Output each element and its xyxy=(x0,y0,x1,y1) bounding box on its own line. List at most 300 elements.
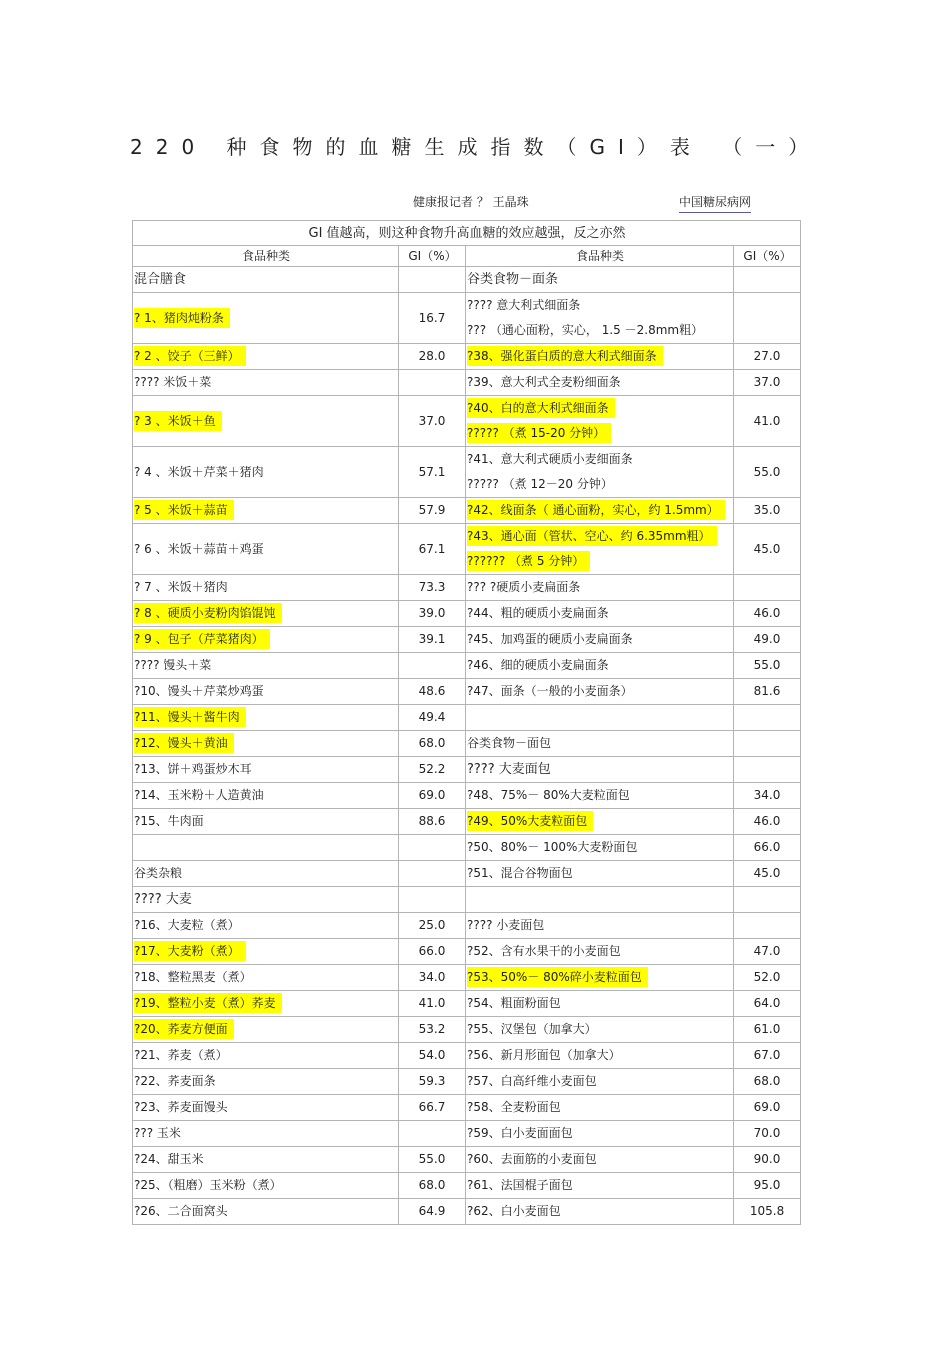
gi-value-cell xyxy=(399,1069,466,1095)
food-name-cell xyxy=(466,991,734,1017)
table-row xyxy=(133,524,801,575)
food-name-line xyxy=(467,293,733,318)
gi-value-cell xyxy=(399,575,466,601)
food-name-cell xyxy=(466,887,734,913)
gi-value-cell xyxy=(399,939,466,965)
gi-value-cell-text: 55.0 xyxy=(418,1152,446,1166)
gi-value-cell xyxy=(734,991,801,1017)
food-name-text: ?44、粗的硬质小麦扁面条 xyxy=(467,606,609,620)
gi-value-cell xyxy=(734,705,801,731)
food-name-text: ???? 小麦面包 xyxy=(467,918,545,932)
table-row xyxy=(133,835,801,861)
food-name-cell-text: ?26、二合面窝头 xyxy=(134,1204,228,1218)
food-name-cell xyxy=(133,731,399,757)
food-name-text: ?48、75%－ 80%大麦粒面包 xyxy=(467,788,630,802)
food-name-cell-text: ???? 馒头＋菜 xyxy=(134,658,212,672)
gi-value-cell xyxy=(399,1095,466,1121)
food-name-cell xyxy=(466,1043,734,1069)
food-name-text: ?56、新月形面包（加拿大） xyxy=(467,1048,621,1062)
food-name-cell xyxy=(466,835,734,861)
food-name-cell-text: ?16、大麦粒（煮） xyxy=(134,918,240,932)
gi-value-cell-text: 68.0 xyxy=(753,1074,781,1088)
food-name-text: ?46、细的硬质小麦扁面条 xyxy=(467,658,609,672)
gi-value-cell xyxy=(399,396,466,447)
food-name-cell-text: ? 3 、米饭＋鱼 xyxy=(134,411,222,431)
food-name-cell xyxy=(466,705,734,731)
gi-value-cell xyxy=(399,731,466,757)
food-name-cell-text: ? 4 、米饭＋芹菜＋猪肉 xyxy=(134,464,264,479)
gi-value-cell xyxy=(734,653,801,679)
food-name-cell xyxy=(133,861,399,887)
gi-value-cell xyxy=(734,1069,801,1095)
gi-value-cell xyxy=(399,757,466,783)
gi-value-cell xyxy=(734,1173,801,1199)
gi-value-cell xyxy=(734,396,801,447)
food-name-cell-text: 混合膳食 xyxy=(134,272,187,287)
gi-value-cell xyxy=(734,1199,801,1225)
gi-value-cell xyxy=(734,783,801,809)
food-name-cell xyxy=(133,267,399,293)
gi-value-cell xyxy=(734,913,801,939)
gi-value-cell xyxy=(399,887,466,913)
gi-value-cell xyxy=(734,887,801,913)
site-link[interactable]: 中国糖尿病网 xyxy=(679,193,751,213)
gi-value-cell-text: 61.0 xyxy=(753,1022,781,1036)
food-name-text: ?49、50%大麦粒面包 xyxy=(467,811,593,831)
food-name-cell xyxy=(466,1017,734,1043)
food-name-text: ?47、面条（一般的小麦面条） xyxy=(467,684,633,698)
food-name-cell-text: ?15、牛肉面 xyxy=(134,814,204,828)
table-row xyxy=(133,1199,801,1225)
gi-value-cell xyxy=(399,447,466,498)
food-name-text: ?52、含有水果干的小麦面包 xyxy=(467,944,621,958)
food-name-text: ?38、强化蛋白质的意大利式细面条 xyxy=(467,346,663,366)
gi-value-cell xyxy=(399,1017,466,1043)
table-row xyxy=(133,370,801,396)
food-name-cell xyxy=(133,1173,399,1199)
table-row xyxy=(133,601,801,627)
food-name-cell-text: ?14、玉米粉＋人造黄油 xyxy=(134,788,264,802)
table-row xyxy=(133,627,801,653)
food-name-cell xyxy=(133,809,399,835)
gi-value-cell-text: 52.0 xyxy=(753,970,781,984)
table-note: GI 值越高，则这种食物升高血糖的效应越强，反之亦然 xyxy=(133,221,801,246)
food-name-cell xyxy=(466,913,734,939)
food-name-text: ???? 意大利式细面条 xyxy=(467,298,581,312)
food-name-cell xyxy=(466,783,734,809)
gi-value-cell-text: 49.0 xyxy=(753,632,781,646)
food-name-cell xyxy=(133,396,399,447)
food-name-cell-text: ???? 大麦 xyxy=(134,892,192,907)
food-name-cell xyxy=(466,757,734,783)
gi-value-cell xyxy=(734,809,801,835)
food-name-cell xyxy=(466,1069,734,1095)
gi-value-cell xyxy=(734,1121,801,1147)
food-name-cell-text: ? 5 、米饭＋蒜苗 xyxy=(134,500,234,520)
food-name-cell-text: ?23、荞麦面馒头 xyxy=(134,1100,228,1114)
gi-value-cell-text: 27.0 xyxy=(753,349,781,363)
table-row xyxy=(133,396,801,447)
gi-value-cell-text: 66.0 xyxy=(418,944,446,958)
food-name-cell-text: 谷类杂粮 xyxy=(134,866,183,880)
food-name-cell-text: ?22、荞麦面条 xyxy=(134,1074,216,1088)
food-name-cell xyxy=(466,627,734,653)
table-row xyxy=(133,653,801,679)
food-name-cell xyxy=(133,1095,399,1121)
gi-value-cell-text: 39.0 xyxy=(418,606,446,620)
food-name-text: ?59、白小麦面面包 xyxy=(467,1126,573,1140)
gi-value-cell xyxy=(734,679,801,705)
food-name-cell-text: ?17、大麦粉（煮） xyxy=(134,941,246,961)
food-name-cell-text: ??? 玉米 xyxy=(134,1126,181,1140)
gi-value-cell-text: 34.0 xyxy=(753,788,781,802)
food-name-cell xyxy=(133,965,399,991)
gi-value-cell xyxy=(734,939,801,965)
food-name-cell xyxy=(133,344,399,370)
gi-value-cell xyxy=(734,835,801,861)
gi-value-cell xyxy=(734,267,801,293)
gi-value-cell xyxy=(399,1173,466,1199)
food-name-cell xyxy=(133,1147,399,1173)
gi-value-cell-text: 81.6 xyxy=(753,684,781,698)
gi-value-cell-text: 55.0 xyxy=(753,658,781,672)
food-name-cell-text: ?12、馒头＋黄油 xyxy=(134,733,234,753)
gi-value-cell-text: 39.1 xyxy=(418,632,446,646)
food-name-cell xyxy=(133,447,399,498)
food-name-cell-text: ?11、馒头＋酱牛肉 xyxy=(134,707,246,727)
food-name-line xyxy=(467,421,733,446)
gi-value-cell xyxy=(399,601,466,627)
food-name-cell-text: ? 9 、包子（芹菜猪肉） xyxy=(134,629,270,649)
food-name-text: ?62、白小麦面包 xyxy=(467,1204,561,1218)
table-row xyxy=(133,783,801,809)
gi-value-cell-text: 59.3 xyxy=(418,1074,446,1088)
table-row xyxy=(133,1121,801,1147)
food-name-cell xyxy=(133,705,399,731)
gi-value-cell xyxy=(734,293,801,344)
food-name-text: ??? （通心面粉，实心， 1.5 －2.8mm粗） xyxy=(467,323,704,337)
food-name-cell xyxy=(466,965,734,991)
food-name-cell xyxy=(133,653,399,679)
food-name-cell xyxy=(133,498,399,524)
gi-value-cell-text: 45.0 xyxy=(753,866,781,880)
gi-value-cell xyxy=(734,447,801,498)
table-row xyxy=(133,991,801,1017)
food-name-text: ???? 大麦面包 xyxy=(467,762,551,777)
gi-value-cell xyxy=(399,293,466,344)
food-name-cell-text: ?25、（粗磨）玉米粉（煮） xyxy=(134,1178,282,1192)
food-name-text: ?60、去面筋的小麦面包 xyxy=(467,1152,597,1166)
gi-value-cell-text: 46.0 xyxy=(753,814,781,828)
gi-value-cell-text: 37.0 xyxy=(418,413,446,428)
food-name-text: ?50、80%－ 100%大麦粉面包 xyxy=(467,840,638,854)
food-name-cell-text: ?19、整粒小麦（煮）荞麦 xyxy=(134,993,282,1013)
gi-value-cell xyxy=(734,965,801,991)
gi-value-cell-text: 47.0 xyxy=(753,944,781,958)
gi-value-cell xyxy=(399,705,466,731)
food-name-cell-text: ?10、馒头＋芹菜炒鸡蛋 xyxy=(134,684,264,698)
gi-value-cell-text: 16.7 xyxy=(418,310,446,325)
food-name-cell-text: ???? 米饭＋菜 xyxy=(134,375,212,389)
gi-value-cell xyxy=(399,861,466,887)
table-row xyxy=(133,679,801,705)
table-row xyxy=(133,344,801,370)
gi-value-cell xyxy=(399,1147,466,1173)
food-name-cell-text: ? 8 、硬质小麦粉肉馅馄饨 xyxy=(134,603,282,623)
table-row xyxy=(133,1147,801,1173)
table-row xyxy=(133,1043,801,1069)
gi-value-cell-text: 54.0 xyxy=(418,1048,446,1062)
gi-value-cell-text: 69.0 xyxy=(418,788,446,802)
food-name-text: ?45、加鸡蛋的硬质小麦扁面条 xyxy=(467,632,633,646)
food-name-text: ?43、通心面（管状、空心、约 6.35mm粗） xyxy=(467,526,717,546)
food-name-cell-text: ?13、饼＋鸡蛋炒木耳 xyxy=(134,762,252,776)
food-name-cell-text: ? 6 、米饭＋蒜苗＋鸡蛋 xyxy=(134,541,264,556)
gi-value-cell-text: 55.0 xyxy=(753,464,781,479)
food-name-cell xyxy=(466,809,734,835)
gi-value-cell-text: 64.9 xyxy=(418,1204,446,1218)
food-name-cell-text: ? 2 、饺子（三鲜） xyxy=(134,346,246,366)
column-header: 食品种类 xyxy=(133,246,399,267)
food-name-cell xyxy=(133,783,399,809)
food-name-cell xyxy=(133,370,399,396)
food-name-cell xyxy=(466,293,734,344)
table-header-row xyxy=(133,246,801,267)
gi-value-cell xyxy=(399,679,466,705)
food-name-text: ?57、白高纤维小麦面包 xyxy=(467,1074,597,1088)
gi-value-cell xyxy=(734,627,801,653)
food-name-text: ?39、意大利式全麦粉细面条 xyxy=(467,375,621,389)
gi-value-cell xyxy=(399,991,466,1017)
food-name-cell xyxy=(133,913,399,939)
food-name-cell-text: ? 7 、米饭＋猪肉 xyxy=(134,580,228,594)
food-name-cell-text: ? 1、猪肉炖粉条 xyxy=(134,308,230,328)
table-row xyxy=(133,965,801,991)
gi-value-cell xyxy=(734,601,801,627)
gi-value-cell-text: 67.1 xyxy=(418,541,446,556)
food-name-cell xyxy=(133,601,399,627)
table-row xyxy=(133,757,801,783)
page-title: 220 种食物的血糖生成指数（GI）表 （一） xyxy=(130,135,822,159)
gi-value-cell xyxy=(734,370,801,396)
table-row xyxy=(133,731,801,757)
gi-value-cell xyxy=(399,653,466,679)
gi-value-cell xyxy=(734,1095,801,1121)
gi-value-cell xyxy=(399,1199,466,1225)
food-name-cell xyxy=(466,267,734,293)
food-name-cell xyxy=(133,939,399,965)
food-name-cell xyxy=(466,731,734,757)
gi-value-cell-text: 37.0 xyxy=(753,375,781,389)
table-row xyxy=(133,575,801,601)
food-name-text: ????? （煮 15-20 分钟） xyxy=(467,423,611,443)
gi-value-cell xyxy=(734,731,801,757)
food-name-text: ??? ?硬质小麦扁面条 xyxy=(467,580,581,594)
food-name-cell xyxy=(133,1017,399,1043)
gi-value-cell-text: 95.0 xyxy=(753,1178,781,1192)
food-name-cell-text: ?18、整粒黑麦（煮） xyxy=(134,970,252,984)
food-name-cell xyxy=(133,524,399,575)
food-name-cell xyxy=(133,1121,399,1147)
table-row xyxy=(133,447,801,498)
column-header: GI（%） xyxy=(734,246,801,267)
gi-value-cell xyxy=(734,344,801,370)
gi-value-cell xyxy=(399,809,466,835)
food-name-cell xyxy=(466,861,734,887)
food-name-line xyxy=(467,447,733,472)
gi-value-cell xyxy=(399,913,466,939)
table-row xyxy=(133,267,801,293)
food-name-cell xyxy=(466,370,734,396)
food-name-cell xyxy=(466,1121,734,1147)
gi-value-cell xyxy=(734,1017,801,1043)
gi-value-cell xyxy=(399,783,466,809)
gi-value-cell-text: 35.0 xyxy=(753,503,781,517)
food-name-cell xyxy=(466,939,734,965)
food-name-text: ?54、粗面粉面包 xyxy=(467,996,561,1010)
table-row xyxy=(133,861,801,887)
food-name-cell xyxy=(466,1095,734,1121)
food-name-cell xyxy=(466,653,734,679)
food-name-cell xyxy=(133,679,399,705)
gi-value-cell xyxy=(734,524,801,575)
gi-value-cell xyxy=(734,1043,801,1069)
table-row xyxy=(133,887,801,913)
table-row xyxy=(133,1017,801,1043)
table-row xyxy=(133,939,801,965)
gi-value-cell-text: 57.1 xyxy=(418,464,446,479)
food-name-text: ?42、线面条（ 通心面粉，实心，约 1.5mm） xyxy=(467,500,725,520)
food-name-cell xyxy=(466,396,734,447)
food-name-cell xyxy=(133,757,399,783)
table-row xyxy=(133,293,801,344)
gi-value-cell-text: 52.2 xyxy=(418,762,446,776)
food-name-cell xyxy=(466,524,734,575)
gi-value-cell xyxy=(734,498,801,524)
gi-value-cell-text: 25.0 xyxy=(418,918,446,932)
gi-value-cell-text: 49.4 xyxy=(418,710,446,724)
food-name-cell xyxy=(466,344,734,370)
gi-value-cell-text: 57.9 xyxy=(418,503,446,517)
food-name-cell xyxy=(133,1069,399,1095)
table-row xyxy=(133,498,801,524)
gi-value-cell xyxy=(734,1147,801,1173)
food-name-cell-text: ?20、荞麦方便面 xyxy=(134,1019,234,1039)
food-name-line xyxy=(467,549,733,574)
food-name-text: ?51、混合谷物面包 xyxy=(467,866,573,880)
food-name-text: ?55、汉堡包（加拿大） xyxy=(467,1022,597,1036)
food-name-cell xyxy=(466,447,734,498)
gi-value-cell xyxy=(399,965,466,991)
food-name-cell xyxy=(133,1199,399,1225)
gi-value-cell-text: 67.0 xyxy=(753,1048,781,1062)
gi-value-cell-text: 105.8 xyxy=(749,1204,785,1218)
gi-value-cell-text: 66.0 xyxy=(753,840,781,854)
table-row xyxy=(133,1095,801,1121)
food-name-text: ?41、意大利式硬质小麦细面条 xyxy=(467,452,633,466)
food-name-text: ?53、50%－ 80%碎小麦粒面包 xyxy=(467,967,648,987)
food-name-cell xyxy=(466,1199,734,1225)
gi-value-cell-text: 90.0 xyxy=(753,1152,781,1166)
gi-table xyxy=(132,220,801,1225)
gi-value-cell xyxy=(399,1043,466,1069)
food-name-text: 谷类食物－面条 xyxy=(467,272,559,287)
gi-value-cell-text: 64.0 xyxy=(753,996,781,1010)
column-header: GI（%） xyxy=(399,246,466,267)
gi-value-cell xyxy=(734,757,801,783)
gi-value-cell xyxy=(399,267,466,293)
gi-value-cell-text: 53.2 xyxy=(418,1022,446,1036)
gi-value-cell-text: 41.0 xyxy=(753,413,781,428)
gi-value-cell-text: 88.6 xyxy=(418,814,446,828)
table-row xyxy=(133,913,801,939)
food-name-text: 谷类食物－面包 xyxy=(467,736,552,750)
food-name-cell xyxy=(133,1043,399,1069)
food-name-cell xyxy=(466,679,734,705)
gi-value-cell-text: 73.3 xyxy=(418,580,446,594)
food-name-text: ?61、法国棍子面包 xyxy=(467,1178,573,1192)
food-name-line xyxy=(467,396,733,421)
food-name-cell xyxy=(133,293,399,344)
food-name-line xyxy=(467,524,733,549)
food-name-cell xyxy=(133,991,399,1017)
gi-value-cell xyxy=(399,498,466,524)
gi-value-cell-text: 48.6 xyxy=(418,684,446,698)
byline: 健康报记者 ？ 王晶珠 xyxy=(413,195,529,209)
food-name-text: ?40、白的意大利式细面条 xyxy=(467,398,615,418)
gi-value-cell-text: 41.0 xyxy=(418,996,446,1010)
gi-value-cell-text: 46.0 xyxy=(753,606,781,620)
food-name-cell xyxy=(133,627,399,653)
food-name-line xyxy=(467,318,733,343)
gi-value-cell xyxy=(399,835,466,861)
gi-value-cell-text: 68.0 xyxy=(418,736,446,750)
food-name-cell xyxy=(466,1147,734,1173)
gi-value-cell xyxy=(399,524,466,575)
gi-value-cell-text: 45.0 xyxy=(753,541,781,556)
food-name-line xyxy=(467,472,733,497)
gi-value-cell xyxy=(399,1121,466,1147)
gi-value-cell xyxy=(734,575,801,601)
table-row xyxy=(133,705,801,731)
food-name-text: ?58、全麦粉面包 xyxy=(467,1100,561,1114)
food-name-text: ?????? （煮 5 分钟） xyxy=(467,551,590,571)
gi-value-cell-text: 66.7 xyxy=(418,1100,446,1114)
food-name-cell xyxy=(133,835,399,861)
table-note-row xyxy=(133,221,801,246)
table-row xyxy=(133,809,801,835)
gi-value-cell xyxy=(734,861,801,887)
gi-value-cell xyxy=(399,627,466,653)
gi-value-cell-text: 68.0 xyxy=(418,1178,446,1192)
food-name-cell-text: ?21、荞麦（煮） xyxy=(134,1048,228,1062)
food-name-cell xyxy=(133,887,399,913)
gi-value-cell xyxy=(399,344,466,370)
table-row xyxy=(133,1173,801,1199)
food-name-cell xyxy=(466,498,734,524)
gi-value-cell xyxy=(399,370,466,396)
food-name-cell xyxy=(466,1173,734,1199)
food-name-cell xyxy=(466,575,734,601)
food-name-text: ????? （煮 12－20 分钟） xyxy=(467,477,613,491)
food-name-cell xyxy=(466,601,734,627)
food-name-cell-text: ?24、甜玉米 xyxy=(134,1152,204,1166)
gi-value-cell-text: 69.0 xyxy=(753,1100,781,1114)
food-name-cell xyxy=(133,575,399,601)
gi-value-cell-text: 70.0 xyxy=(753,1126,781,1140)
table-row xyxy=(133,1069,801,1095)
gi-value-cell-text: 28.0 xyxy=(418,349,446,363)
